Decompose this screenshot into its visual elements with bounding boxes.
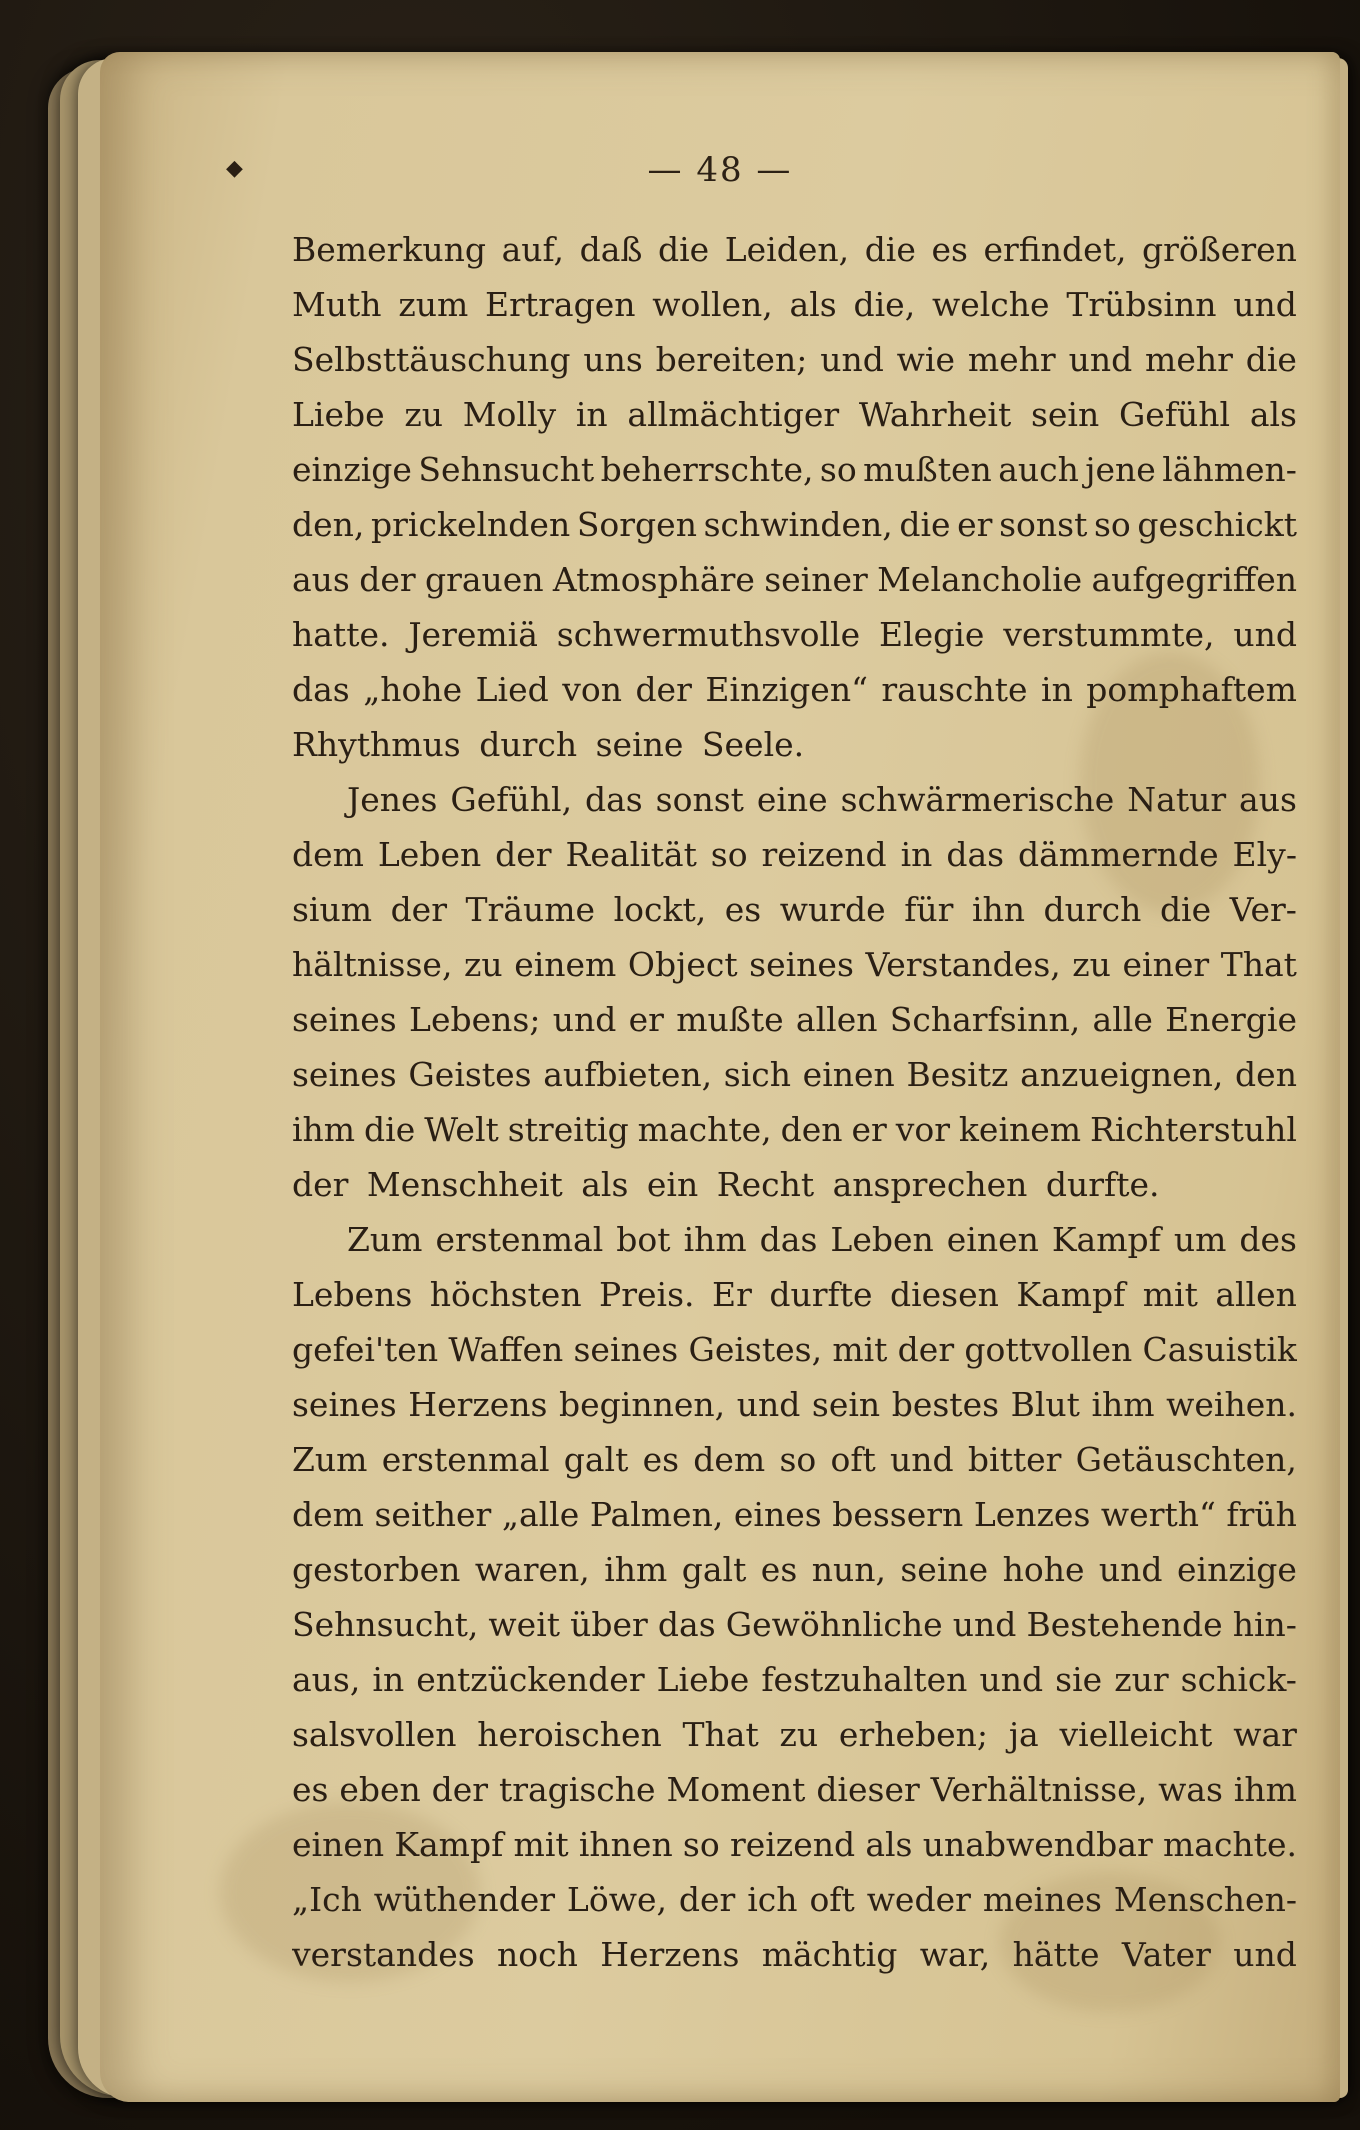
text-line: es eben der tragische Moment dieser Verhältnisse, was ihm xyxy=(292,1770,1297,1809)
text-line: ihm die Welt streitig machte, den er vor keinem Richterstuhl xyxy=(292,1110,1297,1149)
text-line: salsvollen heroischen That zu erheben; ja vielleicht war xyxy=(292,1715,1297,1754)
text-line: aus, in entzückender Liebe festzuhalten und sie zur schick- xyxy=(292,1660,1297,1699)
ink-mark: ◆ xyxy=(226,156,243,181)
page-number: — 48 — xyxy=(647,150,793,190)
text-line: Sehnsucht, weit über das Gewöhnliche und Bestehende hin- xyxy=(292,1605,1297,1644)
text-line: der Menschheit als ein Recht ansprechen durfte. xyxy=(292,1165,1160,1204)
text-line: „Ich wüthender Löwe, der ich oft weder meines Menschen- xyxy=(292,1880,1297,1919)
text-line: Muth zum Ertragen wollen, als die, welche Trübsinn und xyxy=(292,285,1297,324)
text-line: einzige Sehnsucht beherrschte, so mußten auch jene lähmen- xyxy=(292,450,1297,489)
text-line: hältnisse, zu einem Object seines Verstandes, zu einer That xyxy=(292,945,1297,984)
text-line: sium der Träume lockt, es wurde für ihn durch die Ver- xyxy=(292,890,1297,929)
text-line: Selbsttäuschung uns bereiten; und wie mehr und mehr die xyxy=(292,340,1297,379)
text-line: das „hohe Lied von der Einzigen“ rauschte in pomphaftem xyxy=(292,670,1297,709)
text-line: gestorben waren, ihm galt es nun, seine hohe und einzige xyxy=(292,1550,1297,1589)
text-line: Zum erstenmal galt es dem so oft und bitter Getäuschten, xyxy=(292,1440,1297,1479)
text-line: Zum erstenmal bot ihm das Leben einen Kampf um des xyxy=(347,1220,1297,1259)
text-line: aus der grauen Atmosphäre seiner Melancholie aufgegriffen xyxy=(292,560,1297,599)
text-line: den, prickelnden Sorgen schwinden, die er sonst so geschickt xyxy=(292,505,1297,544)
body-text xyxy=(292,222,1297,1982)
text-line: Jenes Gefühl, das sonst eine schwärmerische Natur aus xyxy=(347,780,1297,819)
text-line: Lebens höchsten Preis. Er durfte diesen Kampf mit allen xyxy=(292,1275,1297,1314)
text-line: verstandes noch Herzens mächtig war, hätte Vater und xyxy=(292,1935,1297,1974)
text-line: seines Herzens beginnen, und sein bestes Blut ihm weihen. xyxy=(292,1385,1297,1424)
text-line: Bemerkung auf, daß die Leiden, die es erfindet, größeren xyxy=(292,230,1297,269)
text-line: dem Leben der Realität so reizend in das dämmernde Ely- xyxy=(292,835,1297,874)
text-line: einen Kampf mit ihnen so reizend als unabwendbar machte. xyxy=(292,1825,1297,1864)
text-line: seines Lebens; und er mußte allen Scharfsinn, alle Energie xyxy=(292,1000,1297,1039)
text-line: Liebe zu Molly in allmächtiger Wahrheit sein Gefühl als xyxy=(292,395,1297,434)
text-line: gefei'ten Waffen seines Geistes, mit der gottvollen Casuistik xyxy=(292,1330,1297,1369)
text-line: hatte. Jeremiä schwermuthsvolle Elegie verstummte, und xyxy=(292,615,1297,654)
text-line: seines Geistes aufbieten, sich einen Besitz anzueignen, den xyxy=(292,1055,1297,1094)
text-line: Rhythmus durch seine Seele. xyxy=(292,725,805,764)
text-line: dem seither „alle Palmen, eines bessern Lenzes werth“ früh xyxy=(292,1495,1297,1534)
